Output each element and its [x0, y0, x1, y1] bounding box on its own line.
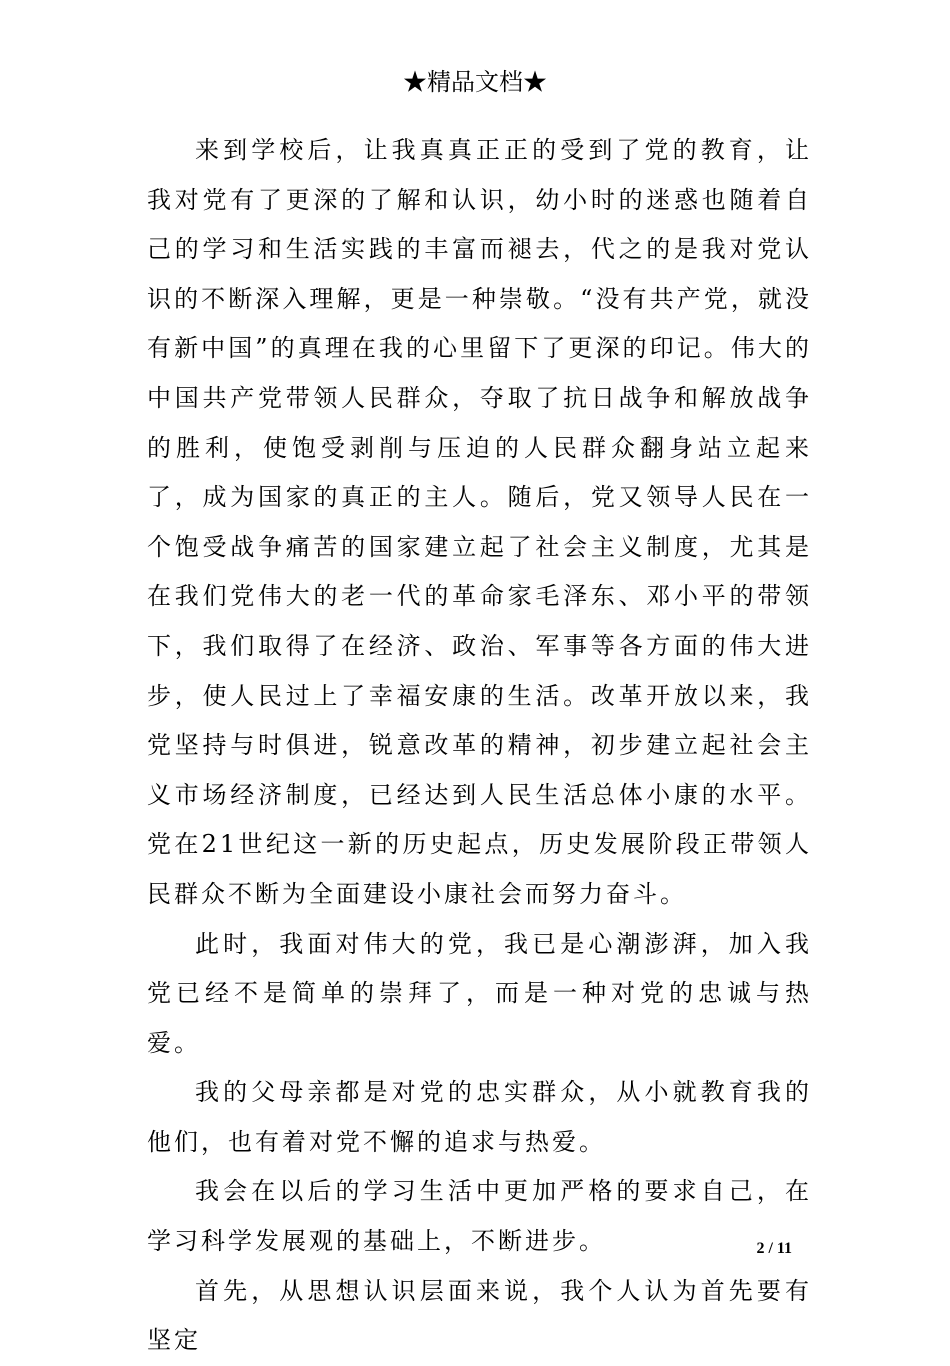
document-body: [147, 126, 812, 1366]
paragraph: 来到学校后，让我真真正正的受到了党的教育，让我对党有了更深的了解和认识，幼小时的迷惑也随着自己的学习和生活实践的丰富而褪去，代之的是我对党认识的不断深入理解，更是一种崇敬。“没有共产党，就没有新中国”的真理在我的心里留下了更深的印记。伟大的中国共产党带领人民群众，夺取了抗日战争和解放战争的胜利，使饱受剥削与压迫的人民群众翻身站立起来了，成为国家的真正的主人。随后，党又领导人民在一个饱受战争痛苦的国家建立起了社会主义制度，尤其是在我们党伟大的老一代的革命家毛泽东、邓小平的带领下，我们取得了在经济、政治、军事等各方面的伟大进步，使人民过上了幸福安康的生活。改革开放以来，我党坚持与时俱进，锐意改革的精神，初步建立起社会主义市场经济制度，已经达到人民生活总体小康的水平。党在21世纪这一新的历史起点，历史发展阶段正带领人民群众不断为全面建设小康社会而努力奋斗。: [147, 136, 812, 908]
page-header: ★精品文档★: [403, 68, 547, 96]
paragraph: 首先，从思想认识层面来说，我个人认为首先要有坚定: [147, 1276, 812, 1355]
page-number: 2 / 11: [756, 1240, 792, 1257]
paragraph: 此时，我面对伟大的党，我已是心潮澎湃，加入我党已经不是简单的崇拜了，而是一种对党的忠诚与热爱。: [147, 929, 812, 1057]
paragraph: 我的父母亲都是对党的忠实群众，从小就教育我的他们，也有着对党不懈的追求与热爱。: [147, 1078, 812, 1156]
paragraph: 我会在以后的学习生活中更加严格的要求自己，在学习科学发展观的基础上，不断进步。: [147, 1177, 812, 1256]
